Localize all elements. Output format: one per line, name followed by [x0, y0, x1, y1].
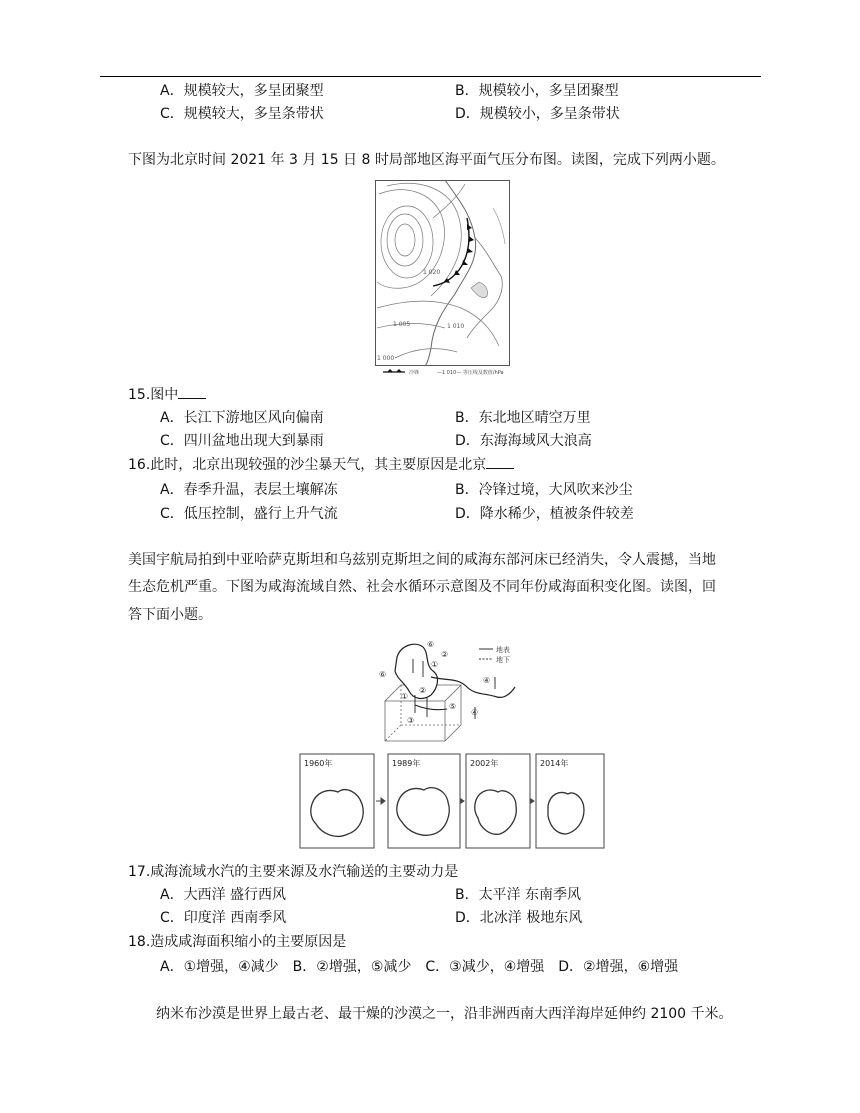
- intro-pressure-map: 下图为北京时间 2021 年 3 月 15 日 8 时局部地区海平面气压分布图。读图，完成下列两小题。: [128, 152, 725, 168]
- year-1989: 1989年: [392, 759, 421, 768]
- q17-option-c: C．印度洋 西南季风: [160, 910, 287, 926]
- pressure-map-figure: [375, 178, 511, 378]
- isobar-label: 1 005: [393, 321, 411, 328]
- q16-option-c: C．低压控制，盛行上升气流: [160, 506, 338, 522]
- intro-aral-line1: 美国宇航局拍到中亚哈萨克斯坦和乌兹别克斯坦之间的咸海东部河床已经消失，令人震撼，当地: [128, 552, 716, 568]
- q15-stem: 15.图中: [128, 385, 206, 405]
- q16-option-b: B．冷锋过境，大风吹来沙尘: [455, 482, 633, 498]
- q17-stem: 17.咸海流域水汽的主要来源及水汽输送的主要动力是: [128, 864, 459, 880]
- intro-namib: 纳米布沙漠是世界上最古老、最干燥的沙漠之一，沿非洲西南大西洋海岸延伸约 2100 千米。: [156, 1006, 733, 1022]
- legend-surface: 地表: [496, 646, 510, 654]
- q18-stem: 18.造成咸海面积缩小的主要原因是: [128, 934, 347, 950]
- q17-option-a: A．大西洋 盛行西风: [160, 887, 287, 903]
- q18-options: A．①增强，④减少 B．②增强，⑤减少 C．③减少，④增强 D．②增强，⑥增强: [160, 959, 679, 975]
- q16-option-a: A．春季升温，表层土壤解冻: [160, 482, 338, 498]
- year-2002: 2002年: [470, 759, 499, 768]
- q15-option-b: B．东北地区晴空万里: [455, 410, 591, 426]
- label-2-mid: ②: [419, 686, 427, 695]
- isobar-label: 1 010: [447, 323, 465, 330]
- water-cycle-figure: [375, 637, 535, 745]
- isobar-label: 1 020: [423, 269, 441, 276]
- label-6-top: ⑥: [427, 640, 435, 649]
- q17-option-d: D．北冰洋 极地东风: [455, 910, 583, 926]
- legend-underground: 地下: [496, 656, 510, 664]
- year-2014: 2014年: [540, 759, 569, 768]
- q16-stem: 16.此时，北京出现较强的沙尘暴天气，其主要原因是北京: [128, 455, 514, 475]
- q15-option-c: C．四川盆地出现大到暴雨: [160, 433, 324, 449]
- q14-option-c: C．规模较大，多呈条带状: [160, 106, 324, 122]
- intro-aral-line3: 答下面小题。: [128, 607, 212, 623]
- label-1-top: ①: [431, 660, 439, 669]
- legend-isobar: —1 010— 等压线及数值/hPa: [437, 370, 504, 376]
- q14-option-a: A．规模较大，多呈团聚型: [160, 83, 324, 99]
- q16-option-d: D．降水稀少，植被条件较差: [455, 506, 634, 522]
- label-4-right: ④: [483, 676, 491, 685]
- legend-cold-front: 冷锋: [409, 370, 420, 376]
- header-rule: [100, 76, 761, 77]
- label-1-mid: ①: [401, 692, 409, 701]
- label-3: ③: [407, 716, 415, 725]
- year-1960: 1960年: [304, 759, 333, 768]
- q15-option-d: D．东海海域风大浪高: [455, 433, 592, 449]
- q14-option-d: D．规模较小，多呈条带状: [455, 106, 620, 122]
- label-2-top: ②: [441, 650, 449, 659]
- label-4-low: ④: [471, 708, 479, 717]
- label-6-left: ⑥: [379, 670, 387, 679]
- q17-option-b: B．太平洋 东南季风: [455, 887, 582, 903]
- aral-area-panels: [298, 750, 608, 852]
- label-5: ⑤: [449, 702, 457, 711]
- isobar-label: 1 000: [377, 355, 395, 362]
- q15-option-a: A．长江下游地区风向偏南: [160, 410, 324, 426]
- intro-aral-line2: 生态危机严重。下图为咸海流域自然、社会水循环示意图及不同年份咸海面积变化图。读图，回: [128, 579, 716, 595]
- pressure-map-svg: [375, 178, 511, 378]
- q14-option-b: B．规模较小，多呈团聚型: [455, 83, 619, 99]
